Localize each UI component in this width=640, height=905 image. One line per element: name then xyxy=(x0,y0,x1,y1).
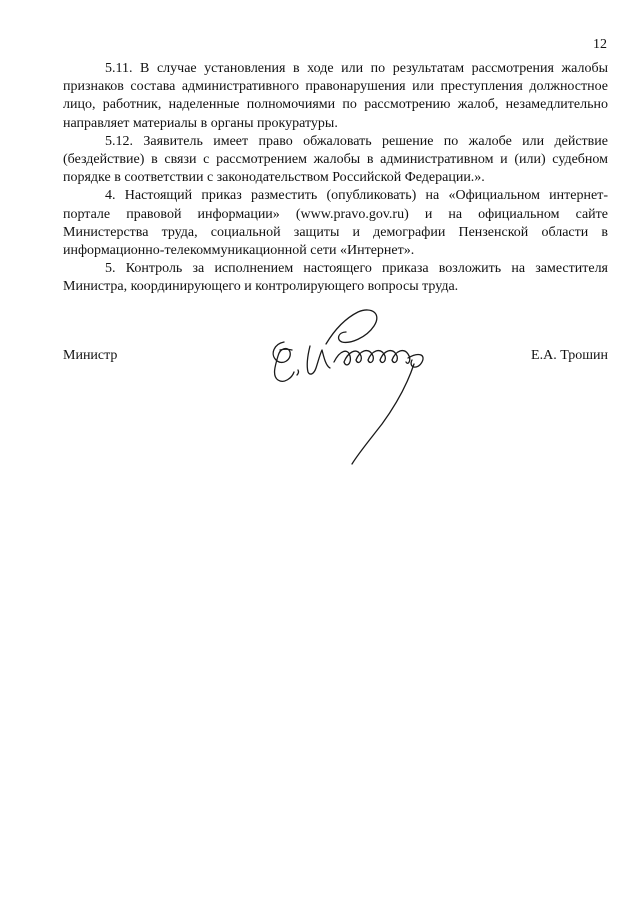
paragraph-5-12: 5.12. Заявитель имеет право обжаловать решение по жалобе или действие (бездействие) в связи с рассмотрением жалобы в административном и (или) судебном порядке в соответствии с законодательством Российской Федерации.». xyxy=(63,133,608,186)
paragraph-5-control: 5. Контроль за исполнением настоящего приказа возложить на заместителя Министра, координирующего и контролирующего вопросы труда. xyxy=(63,261,608,295)
signer-position: Министр xyxy=(63,348,118,363)
signature-block xyxy=(63,347,608,367)
paragraph-4-publication: 4. Настоящий приказ разместить (опубликовать) на «Официальном интернет-портале правовой информации» (www.pravo.gov.ru) и на официальном сайте Министерства труда, социальной защиты и демографии Пензенской области в информационно-телекоммуникационной сети «Интернет». xyxy=(63,188,608,259)
handwritten-signature xyxy=(262,302,438,472)
signer-name: Е.А. Трошин xyxy=(531,348,608,363)
paragraph-5-11: 5.11. В случае установления в ходе или по результатам рассмотрения жалобы признаков состава административного правонарушения или преступления должностное лицо, работник, наделенные полномочиями по рассмотрению жалоб, незамедлительно направляет материалы в органы прокуратуры. xyxy=(63,61,608,131)
document-body xyxy=(63,60,608,297)
page-number: 12 xyxy=(593,37,607,52)
